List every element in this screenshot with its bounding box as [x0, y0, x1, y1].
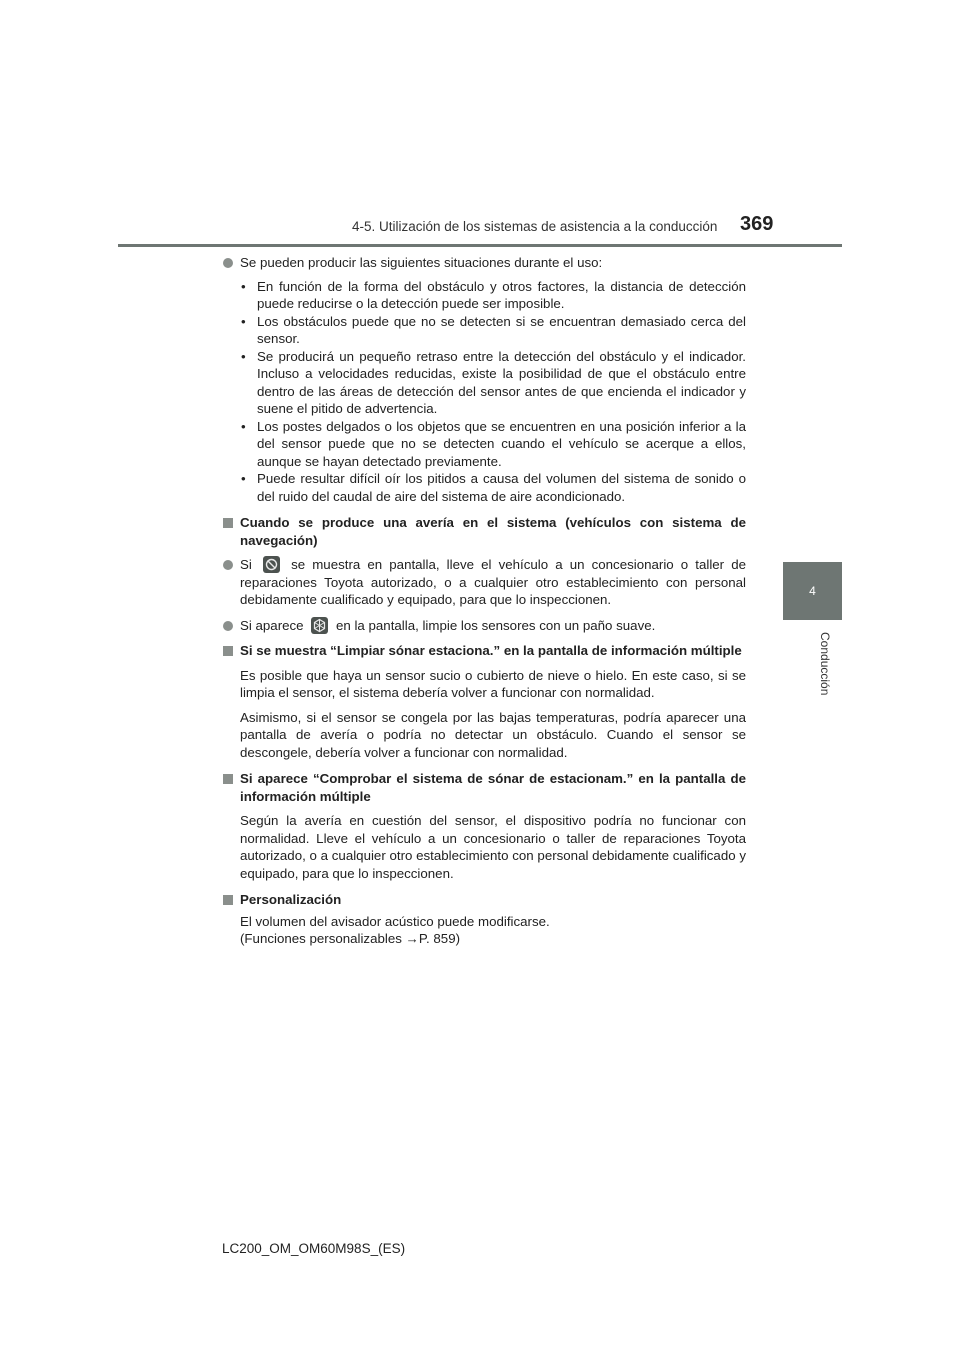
sub-item	[240, 278, 746, 313]
bullet-item	[222, 556, 746, 609]
chapter-label: Conducción	[818, 632, 832, 696]
bullet-text: Se pueden producir las siguientes situaciones durante el uso:	[240, 255, 603, 270]
chapter-number: 4	[809, 584, 816, 598]
bullet-prefix: Si	[240, 557, 252, 572]
bullet-prefix: Si aparece	[240, 617, 304, 633]
heading-text: Si aparece “Comprobar el sistema de sónar de estacionam.” en la pantalla de información múltiple	[240, 771, 746, 804]
section-heading	[222, 770, 746, 805]
sub-item	[240, 348, 746, 418]
sensor-dirty-icon	[311, 617, 328, 634]
cross-reference: (Funciones personalizables →P. 859)	[240, 931, 461, 946]
sub-marker: •	[241, 471, 246, 486]
section-heading	[222, 514, 746, 549]
heading-square-icon	[223, 646, 233, 656]
bullet-dot-icon	[223, 621, 233, 631]
heading-square-icon	[223, 895, 233, 905]
sub-text: Los obstáculos puede que no se detecten si se encuentran demasiado cerca del sensor.	[257, 313, 746, 346]
bullet-item	[222, 617, 746, 635]
heading-text: Personalización	[240, 892, 342, 907]
sub-item	[240, 470, 746, 505]
heading-text: Cuando se produce una avería en el sistema (vehículos con sistema de navegación)	[240, 515, 746, 548]
section-title: 4-5. Utilización de los sistemas de asistencia a la conducción	[352, 219, 718, 234]
bullet-item	[222, 254, 746, 272]
sub-text: En función de la forma del obstáculo y otros factores, la distancia de detección puede reducirse o la detección puede ser imposible.	[257, 278, 746, 311]
bullet-suffix: se muestra en pantalla, lleve el vehículo a un concesionario o taller de reparaciones Toyota autorizado, o a cualquier otro establecimiento con personal debidamente cualificado y equipado, para que lo inspeccionen.	[240, 557, 747, 607]
bullet-suffix: en la pantalla, limpie los sensores con un paño suave.	[335, 617, 656, 633]
sub-text: Los postes delgados o los objetos que se encuentren en una posición inferior a la del sensor puede que no se detecten cuando el vehículo se acerque a ellos, aunque se hayan detectado previamente.	[257, 418, 746, 469]
sub-marker: •	[241, 348, 246, 364]
section-heading	[222, 891, 746, 909]
heading-square-icon	[223, 774, 233, 784]
sub-item	[240, 418, 746, 471]
sub-marker: •	[241, 418, 246, 434]
heading-text: Si se muestra “Limpiar sónar estaciona.” en la pantalla de información múltiple	[240, 643, 742, 658]
sub-text: Se producirá un pequeño retraso entre la detección del obstáculo y el indicador. Incluso a velocidades reducidas, existe la posibilidad de que el obstáculo entre dentro de las áreas de detección del sensor antes de que encienda el indicador y suene el pitido de advertencia.	[257, 348, 746, 416]
heading-square-icon	[223, 518, 233, 528]
sensor-malfunction-icon	[263, 556, 280, 573]
paragraph: Asimismo, si el sensor se congela por las bajas temperaturas, podría aparecer una pantalla de avería o podría no detectar un obstáculo. Cuando el sensor se descongele, debería volver a funcionar con normalidad.	[240, 709, 746, 760]
header-divider	[118, 244, 842, 247]
document-code: LC200_OM_OM60M98S_(ES)	[222, 1241, 406, 1256]
sub-item	[240, 313, 746, 348]
paragraph: Según la avería en cuestión del sensor, el dispositivo podría no funcionar con normalidad. Lleve el vehículo a un concesionario o taller de reparaciones Toyota autorizado, o a cualquier otro establecimiento con personal debidamente cualificado y equipado, para que lo inspeccionen.	[240, 813, 746, 881]
page-number: 369	[740, 213, 774, 235]
section-heading	[222, 642, 746, 660]
sub-marker: •	[241, 313, 246, 329]
paragraph: Es posible que haya un sensor sucio o cubierto de nieve o hielo. En este caso, si se limpia el sensor, el sistema debería volver a funcionar con normalidad.	[240, 667, 746, 700]
paragraph: El volumen del avisador acústico puede modificarse.	[240, 913, 550, 929]
sub-marker: •	[241, 278, 246, 294]
bullet-dot-icon	[223, 560, 233, 570]
page-content	[222, 254, 746, 948]
bullet-dot-icon	[223, 258, 233, 268]
chapter-tab	[783, 562, 842, 620]
sub-text: Puede resultar difícil oír los pitidos a causa del volumen del sistema de sonido o del ruido del caudal de aire del sistema de aire acondicionado.	[257, 471, 746, 504]
